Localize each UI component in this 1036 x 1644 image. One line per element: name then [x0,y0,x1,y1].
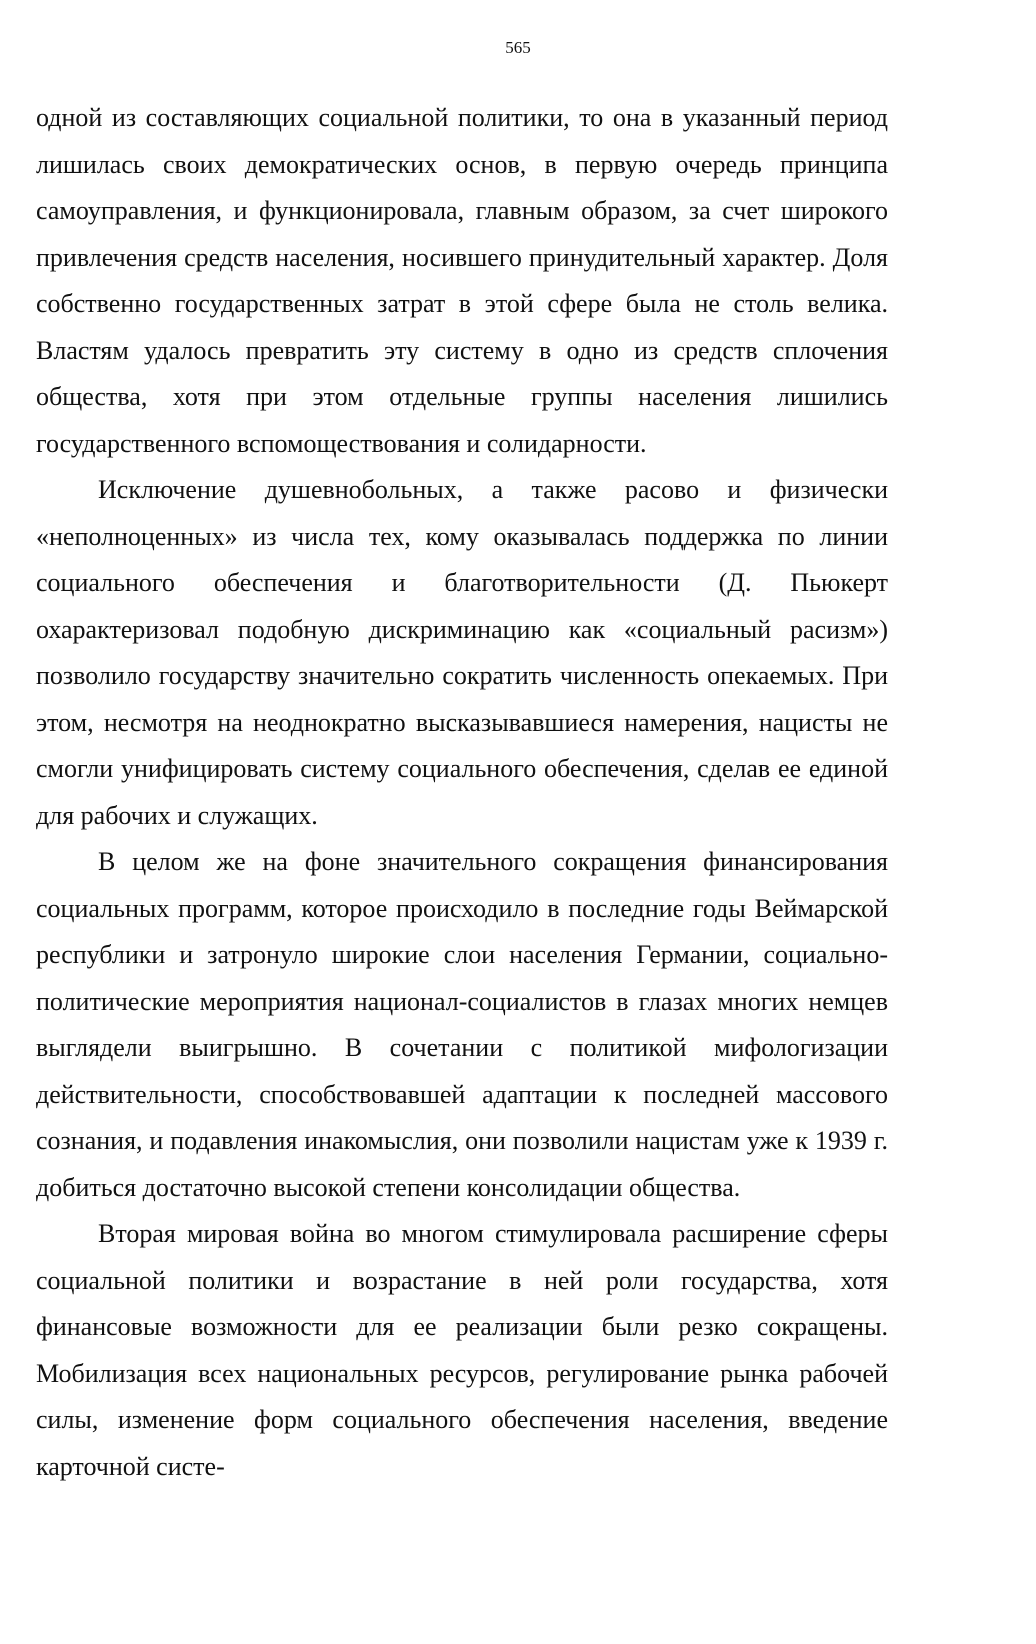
page-body [36,95,888,1490]
paragraph-1: одной из составляющих социальной политики, то она в указанный период лишилась своих демократических основ, в первую очередь принципа самоуправления, и функционировала, главным образом, за счет широкого привлечения средств населения, носившего принудительный характер. Доля собственно государственных затрат в этой сфере была не столь велика. Властям удалось превратить эту систему в одно из средств сплочения общества, хотя при этом отдельные группы населения лишились государственного вспомоществования и солидарности. [36,103,888,458]
page-number: 565 [505,38,531,57]
paragraph-4: Вторая мировая война во многом стимулировала расширение сферы социальной политики и возрастание в ней роли государства, хотя финансовые возможности для ее реализации были резко сокращены. Мобилизация всех национальных ресурсов, регулирование рынка рабочей силы, изменение форм социального обеспечения населения, введение карточной систе- [36,1219,888,1481]
paragraph-3: В целом же на фоне значительного сокращения финансирования социальных программ, которое происходило в последние годы Веймарской республики и затронуло широкие слои населения Германии, социально-политические мероприятия национал-социалистов в глазах многих немцев выглядели выигрышно. В сочетании с политикой мифологизации действительности, способствовавшей адаптации к последней массового сознания, и подавления инакомыслия, они позволили нацистам уже к 1939 г. добиться достаточно высокой степени консолидации общества. [36,847,888,1202]
paragraph-2: Исключение душевнобольных, а также расово и физически «неполноценных» из числа тех, кому оказывалась поддержка по линии социального обеспечения и благотворительности (Д. Пьюкерт охарактеризовал подобную дискриминацию как «социальный расизм») позволило государству значительно сократить численность опекаемых. При этом, несмотря на неоднократно высказывавшиеся намерения, нацисты не смогли унифицировать систему социального обеспечения, сделав ее единой для рабочих и служащих. [36,475,888,830]
